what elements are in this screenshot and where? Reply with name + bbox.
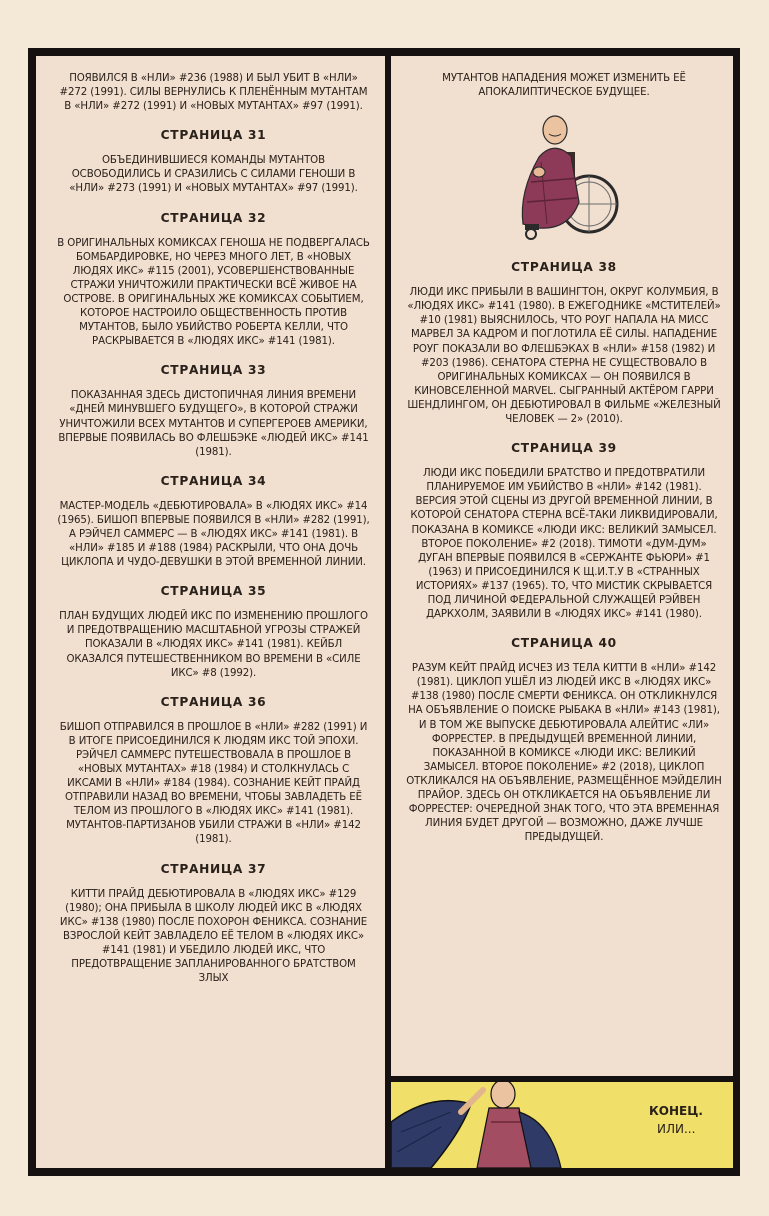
- ending-panel: [391, 1082, 733, 1168]
- section-text: БИШОП ОТПРАВИЛСЯ В ПРОШЛОЕ В «НЛИ» #282 (1991) И В ИТОГЕ ПРИСОЕДИНИЛСЯ К ЛЮДЯМ ИКС ТОЙ ЭПОХИ. РЭЙЧЕЛ САММЕРС ПУТЕШЕСТВОВАЛА В ПРОШЛОЕ В «НОВЫХ МУТАНТАХ» #18 (1984) И СТОЛКНУЛАСЬ С ИКСАМИ В «НЛИ» #184 (1984). СОЗНАНИЕ КЕЙТ ПРАЙД ОТПРАВИЛИ НАЗАД ВО ВРЕМЕНИ, ЧТОБЫ ЗАВЛАДЕТЬ ЕЁ ТЕЛОМ ИЗ ПРОШЛОГО В «ЛЮДЯХ ИКС» #141 (1981). МУТАНТОВ-ПАРТИЗАНОВ УБИЛИ СТРАЖИ В «НЛИ» #142 (1981).: [59, 721, 368, 846]
- section-heading: СТРАНИЦА 36: [160, 694, 267, 709]
- right-intro-text: МУТАНТОВ НАПАДЕНИЯ МОЖЕТ ИЗМЕНИТЬ ЕЁ АПОКАЛИПТИЧЕСКОЕ БУДУЩЕЕ.: [442, 73, 686, 99]
- section-heading: СТРАНИЦА 34: [160, 473, 267, 488]
- section-heading: СТРАНИЦА 40: [511, 636, 617, 651]
- section-text: ЛЮДИ ИКС ПОБЕДИЛИ БРАТСТВО И ПРЕДОТВРАТИЛИ ПЛАНИРУЕМОЕ ИМ УБИЙСТВО В «НЛИ» #142 (1981). ВЕРСИЯ ЭТОЙ СЦЕНЫ ИЗ ДРУГОЙ ВРЕМЕННОЙ ЛИНИИ, В КОТОРОЙ СЕНАТОРА СТЕРНА ВСЁ-ТАКИ ЛИКВИДИРОВАЛИ, ПОКАЗАНА В КОМИКСЕ «ЛЮДИ ИКС: ВЕЛИКИЙ ЗАМЫСЕЛ. ВТОРОЕ ПОКОЛЕНИЕ» #2 (2018). ТИМОТИ «ДУМ-ДУМ» ДУГАН ВПЕРВЫЕ ПОЯВИЛСЯ В «СЕРЖАНТЕ ФЬЮРИ» #1 (1963) И ПРИСОЕДИНИЛСЯ К Щ.И.Т.У В «СТРАННЫХ ИСТОРИЯХ» #137 (1965). ТО, ЧТО МИСТИК СКРЫВАЕТСЯ ПОД ЛИЧИНОЙ ФЕДЕРАЛЬНОЙ СЛУЖАЩЕЙ РЭЙВЕН ДАРКХОЛМ, ЗАЯВИЛИ В «ЛЮДЯХ ИКС» #141 (1980).: [410, 468, 718, 621]
- section-text: ПЛАН БУДУЩИХ ЛЮДЕЙ ИКС ПО ИЗМЕНЕНИЮ ПРОШЛОГО И ПРЕДОТВРАЩЕНИЮ МАСШТАБНОЙ УГРОЗЫ СТРАЖЕЙ ПОКАЗАЛИ В «ЛЮДЯХ ИКС» #141 (1981). КЕЙБЛ ОКАЗАЛСЯ ПУТЕШЕСТВЕННИКОМ ВО ВРЕМЕНИ В «СИЛЕ ИКС» #8 (1992).: [59, 611, 368, 679]
- section-text: ОБЪЕДИНИВШИЕСЯ КОМАНДЫ МУТАНТОВ ОСВОБОДИЛИСЬ И СРАЗИЛИСЬ С СИЛАМИ ГЕНОШИ В «НЛИ» #273 (1991) И «НОВЫХ МУТАНТАХ» #97 (1991).: [69, 155, 358, 195]
- ending-title: КОНЕЦ.: [649, 1104, 703, 1118]
- section-heading: СТРАНИЦА 39: [511, 441, 617, 456]
- caped-figure-illustration: [391, 1082, 571, 1168]
- section-text: ЛЮДИ ИКС ПРИБЫЛИ В ВАШИНГТОН, ОКРУГ КОЛУМБИЯ, В «ЛЮДЯХ ИКС» #141 (1980). В ЕЖЕГОДНИКЕ «МСТИТЕЛЕЙ» #10 (1981) ВЫЯСНИЛОСЬ, ЧТО РОУГ НАПАЛА НА МИСС МАРВЕЛ ЗА КАДРОМ И ПОГЛОТИЛА ЕЁ СИЛЫ. НАПАДЕНИЕ РОУГ ПОКАЗАЛИ ВО ФЛЕШБЭКАХ В «НЛИ» #158 (1982) И #203 (1986). СЕНАТОРА СТЕРНА НЕ СУЩЕСТВОВАЛО В ОРИГИНАЛЬНЫХ КОМИКСАХ — ОН ПОЯВИЛСЯ В КИНОВСЕЛЕННОЙ MARVEL. СЫГРАННЫЙ АКТЁРОМ ГАРРИ ШЕНДЛИНГОМ, ОН ДЕБЮТИРОВАЛ В ФИЛЬМЕ «ЖЕЛЕЗНЫЙ ЧЕЛОВЕК — 2» (2010).: [407, 287, 721, 426]
- section-text: КИТТИ ПРАЙД ДЕБЮТИРОВАЛА В «ЛЮДЯХ ИКС» #129 (1980); ОНА ПРИБЫЛА В ШКОЛУ ЛЮДЕЙ ИКС В «ЛЮДЯХ ИКС» #138 (1980) ПОСЛЕ ПОХОРОН ФЕНИКСА. СОЗНАНИЕ ВЗРОСЛОЙ КЕЙТ ЗАВЛАДЕЛО ЕЁ ТЕЛОМ В «ЛЮДЯХ ИКС» #141 (1981) И УБЕДИЛО ЛЮДЕЙ ИКС, ЧТО ПРЕДОТВРАЩЕНИЕ ЗАПЛАНИРОВАННОГО БРАТСТВОМ ЗЛЫХ: [59, 888, 368, 985]
- section-text: ПОКАЗАННАЯ ЗДЕСЬ ДИСТОПИЧНАЯ ЛИНИЯ ВРЕМЕНИ «ДНЕЙ МИНУВШЕГО БУДУЩЕГО», В КОТОРОЙ СТРАЖИ УНИЧТОЖИЛИ ВСЕХ МУТАНТОВ И СУПЕРГЕРОЕВ АМЕРИКИ, ВПЕРВЫЕ ПОЯВИЛАСЬ ВО ФЛЕШБЭКЕ «ЛЮДЕЙ ИКС» #141 (1981).: [58, 390, 369, 458]
- section-text: В ОРИГИНАЛЬНЫХ КОМИКСАХ ГЕНОША НЕ ПОДВЕРГАЛАСЬ БОМБАРДИРОВКЕ, НО ЧЕРЕЗ МНОГО ЛЕТ, В «НОВЫХ ЛЮДЯХ ИКС» #115 (2001), УСОВЕРШЕНСТВОВАННЫЕ СТРАЖИ УНИЧТОЖИЛИ ПРАКТИЧЕСКИ ВСЁ ЖИВОЕ НА ОСТРОВЕ. В ОРИГИНАЛЬНЫХ ЖЕ КОМИКСАХ СОБЫТИЕМ, КОТОРОЕ НАСТРОИЛО ОБЩЕСТВЕННОСТЬ ПРОТИВ МУТАНТОВ, БЫЛО УБИЙСТВО РОБЕРТА КЕЛЛИ, ЧТО РАСКРЫВАЕТСЯ В «ЛЮДЯХ ИКС» #141 (1981).: [57, 237, 370, 348]
- section-heading: СТРАНИЦА 35: [160, 584, 267, 599]
- section-heading: СТРАНИЦА 37: [160, 861, 267, 876]
- professor-wheelchair-illustration: [509, 112, 619, 242]
- ending-subtitle: ИЛИ...: [657, 1122, 696, 1136]
- page-frame: [28, 48, 740, 1176]
- left-text-panel: [36, 56, 385, 1168]
- left-intro-text: ПОЯВИЛСЯ В «НЛИ» #236 (1988) И БЫЛ УБИТ В «НЛИ» #272 (1991). СИЛЫ ВЕРНУЛИСЬ К ПЛЕНЁННЫМ МУТАНТАМ В «НЛИ» #272 (1991) И «НОВЫХ МУТАНТАХ» #97 (1991).: [59, 73, 368, 113]
- section-heading: СТРАНИЦА 31: [160, 128, 267, 143]
- section-heading: СТРАНИЦА 38: [511, 260, 617, 275]
- right-text-panel: [391, 56, 733, 1076]
- section-heading: СТРАНИЦА 33: [160, 363, 267, 378]
- section-text: РАЗУМ КЕЙТ ПРАЙД ИСЧЕЗ ИЗ ТЕЛА КИТТИ В «НЛИ» #142 (1981). ЦИКЛОП УШЁЛ ИЗ ЛЮДЕЙ ИКС В «ЛЮДЯХ ИКС» #138 (1980) ПОСЛЕ СМЕРТИ ФЕНИКСА. ОН ОТКЛИКНУЛСЯ НА ОБЪЯВЛЕНИЕ О ПОИСКЕ РЫБАКА В «НЛИ» #143 (1981), И В ТОМ ЖЕ ВЫПУСКЕ ДЕБЮТИРОВАЛА АЛЕЙТИС «ЛИ» ФОРРЕСТЕР. В ПРЕДЫДУЩЕЙ ВРЕМЕННОЙ ЛИНИИ, ПОКАЗАННОЙ В КОМИКСЕ «ЛЮДИ ИКС: ВЕЛИКИЙ ЗАМЫСЕЛ. ВТОРОЕ ПОКОЛЕНИЕ» #2 (2018), ЦИКЛОП ОТКЛИКАЛСЯ НА ОБЪЯВЛЕНИЕ, РАЗМЕЩЁННОЕ МЭЙДЕЛИН ПРАЙОР. ЗДЕСЬ ОН ОТКЛИКАЕТСЯ НА ОБЪЯВЛЕНИЕ ЛИ ФОРРЕСТЕР: ОЧЕРЕДНОЙ ЗНАК ТОГО, ЧТО ЭТА ВРЕМЕННАЯ ЛИНИЯ БУДЕТ ДРУГОЙ — ВОЗМОЖНО, ДАЖЕ ЛУЧШЕ ПРЕДЫДУЩЕЙ.: [406, 663, 722, 844]
- section-text: МАСТЕР-МОДЕЛЬ «ДЕБЮТИРОВАЛА» В «ЛЮДЯХ ИКС» #14 (1965). БИШОП ВПЕРВЫЕ ПОЯВИЛСЯ В «НЛИ» #282 (1991), А РЭЙЧЕЛ САММЕРС — В «ЛЮДЯХ ИКС» #141 (1981). В «НЛИ» #185 И #188 (1984) РАСКРЫЛИ, ЧТО ОНА ДОЧЬ ЦИКЛОПА И ЧУДО-ДЕВУШКИ В ЭТОЙ ВРЕМЕННОЙ ЛИНИИ.: [57, 500, 370, 569]
- section-heading: СТРАНИЦА 32: [160, 210, 267, 225]
